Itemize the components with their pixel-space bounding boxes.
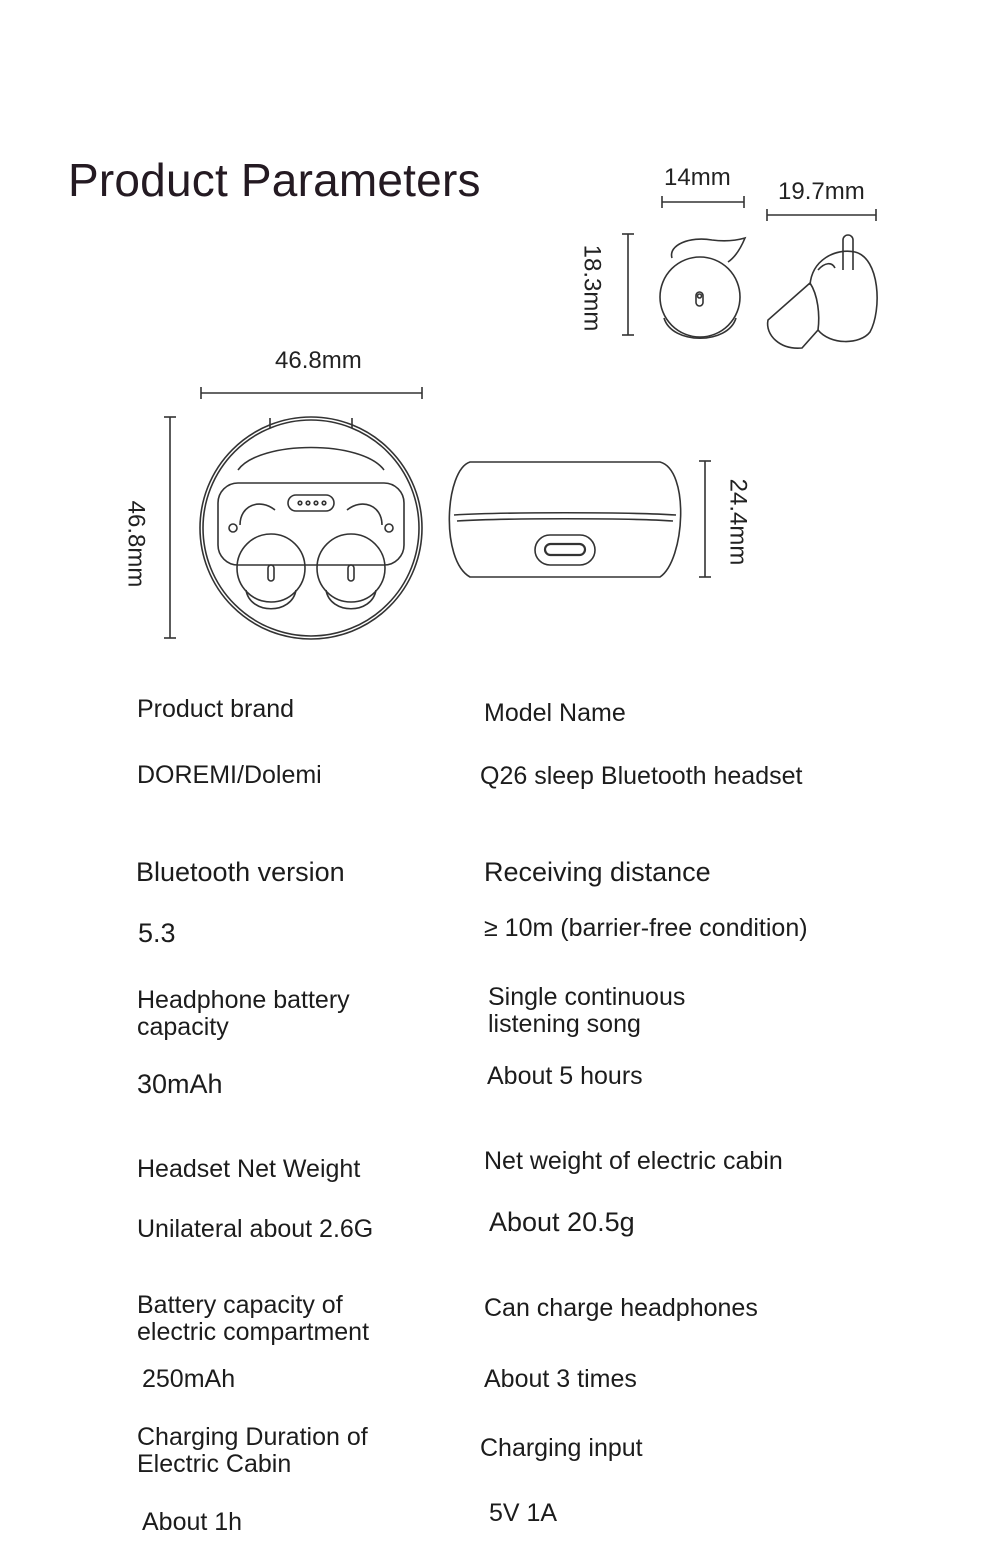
spec-value-charging-duration: About 1h [142,1508,243,1536]
product-dimension-drawing [0,0,1000,700]
spec-value-headphone-battery: 30mAh [137,1069,223,1099]
spec-value-model-name: Q26 sleep Bluetooth headset [480,762,803,790]
earbud-height-label: 18.3mm [578,244,606,332]
spec-label-charging-input: Charging input [480,1434,643,1462]
page-title: Product Parameters [68,153,481,206]
spec-label-cabin-weight: Net weight of electric cabin [484,1147,783,1175]
case-height-label: 46.8mm [122,500,150,588]
spec-label-headset-weight: Headset Net Weight [137,1155,361,1183]
spec-label-charge-times: Can charge headphones [484,1294,758,1322]
spec-value-cabin-weight: About 20.5g [489,1207,635,1237]
spec-value-receiving-distance: ≥ 10m (barrier-free condition) [484,914,808,942]
spec-value-continuous-listening: About 5 hours [487,1062,643,1090]
spec-value-product-brand: DOREMI/Dolemi [137,761,322,789]
case-width-label: 46.8mm [275,347,362,374]
spec-label-product-brand: Product brand [137,695,295,723]
spec-value-bluetooth-version: 5.3 [138,918,176,948]
spec-label-headphone-battery: Headphone battery capacity [137,986,350,1041]
spec-value-compartment-battery: 250mAh [142,1365,236,1393]
spec-label-continuous-listening: Single continuous listening song [488,983,686,1038]
spec-value-charge-times: About 3 times [484,1365,637,1393]
spec-label-bluetooth-version: Bluetooth version [136,857,345,887]
spec-label-compartment-battery: Battery capacity of electric compartment [137,1291,370,1346]
case-thickness-label: 24.4mm [724,478,752,566]
spec-label-model-name: Model Name [484,699,626,727]
spec-label-charging-duration: Charging Duration of Electric Cabin [137,1423,368,1478]
spec-label-receiving-distance: Receiving distance [484,857,711,887]
earbud-depth-label: 19.7mm [778,178,865,205]
earbud-width-label: 14mm [664,164,731,191]
spec-value-headset-weight: Unilateral about 2.6G [137,1215,374,1243]
earbud-side-view [768,235,878,348]
spec-value-charging-input: 5V 1A [489,1499,558,1527]
case-side-view [449,462,680,577]
case-top-view [200,417,422,639]
earbud-front-view [660,238,745,338]
